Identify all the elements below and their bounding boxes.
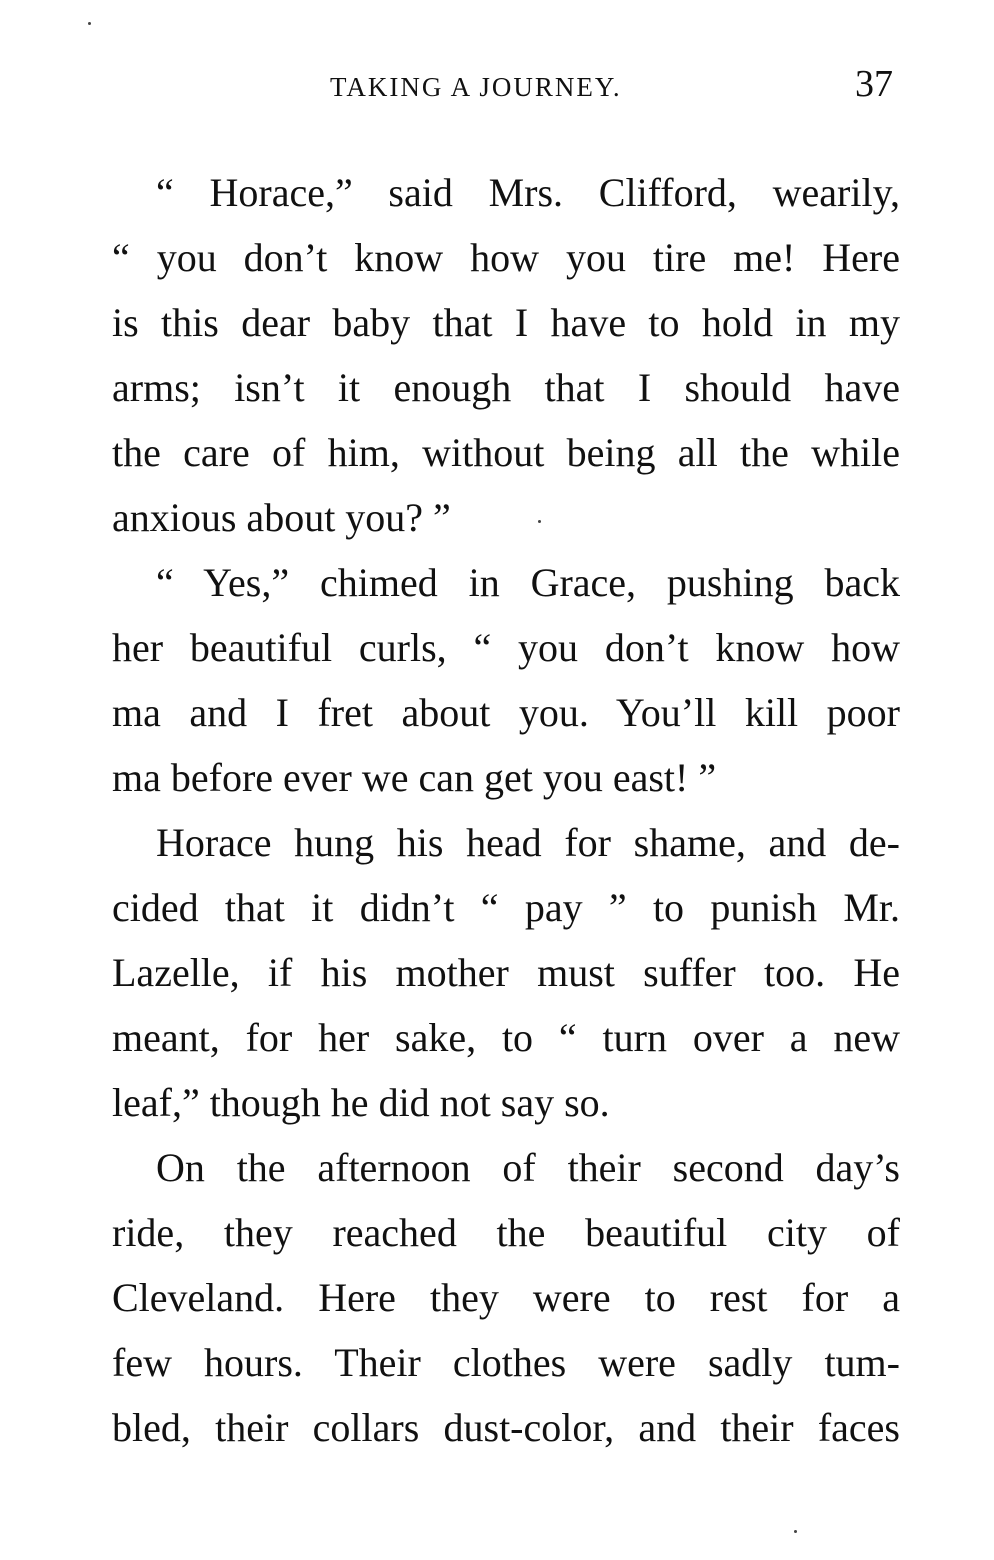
text-line: is this dear baby that I have to hold in my [112, 300, 900, 345]
text-line: ride, they reached the beautiful city of [112, 1210, 900, 1255]
text-line: bled, their collars dust-color, and their faces [112, 1405, 900, 1450]
text-line: cided that it didn’t “ pay ” to punish Mr. [112, 885, 900, 930]
print-speck [794, 1530, 797, 1533]
text-line: arms; isn’t it enough that I should have [112, 365, 900, 410]
text-line: “ Yes,” chimed in Grace, pushing back [156, 560, 900, 605]
text-line: “ you don’t know how you tire me! Here [112, 235, 900, 280]
print-speck [538, 520, 541, 523]
text-line: On the afternoon of their second day’s [156, 1145, 900, 1190]
text-line: anxious about you? ” [112, 495, 451, 540]
text-line: her beautiful curls, “ you don’t know how [112, 625, 900, 670]
text-line: Cleveland. Here they were to rest for a [112, 1275, 900, 1320]
text-line: few hours. Their clothes were sadly tum- [112, 1340, 900, 1385]
print-speck [88, 22, 91, 25]
text-line: meant, for her sake, to “ turn over a new [112, 1015, 900, 1060]
text-line: Lazelle, if his mother must suffer too. He [112, 950, 900, 995]
body-text [112, 160, 900, 1460]
text-line: the care of him, without being all the while [112, 430, 900, 475]
text-line: leaf,” though he did not say so. [112, 1080, 610, 1125]
text-line: Horace hung his head for shame, and de- [156, 820, 900, 865]
running-title: TAKING A JOURNEY. [330, 72, 622, 102]
page-number: 37 [855, 63, 893, 105]
text-line: ma and I fret about you. You’ll kill poor [112, 690, 900, 735]
text-line: “ Horace,” said Mrs. Clifford, wearily, [156, 170, 900, 215]
text-line: ma before ever we can get you east! ” [112, 755, 717, 800]
